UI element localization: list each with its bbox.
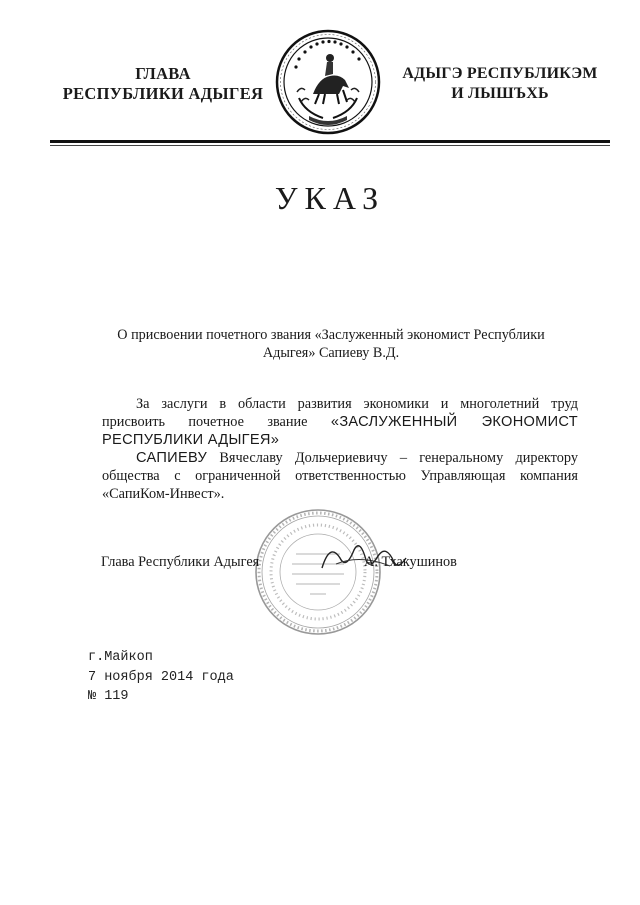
- header-left-line1: ГЛАВА: [135, 64, 191, 83]
- body-p1-text: За заслуги в области развития экономики и многолетний труд присвоить почетное звание: [102, 396, 578, 430]
- header-divider-thin: [50, 145, 610, 146]
- recipient-surname: САПИЕВУ: [136, 450, 208, 466]
- subject-line1: О присвоении почетного звания «Заслуженный экономист Республики: [117, 327, 545, 343]
- decree-subject: [100, 326, 562, 362]
- header-left-line2: РЕСПУБЛИКИ АДЫГЕЯ: [62, 84, 264, 103]
- decree-number: № 119: [88, 689, 129, 704]
- body-p2-text: Вячеславу Дольчериевичу – генеральному директору общества с ограниченной ответственностью Управляющая компания «СапиКом-Инвест».: [102, 450, 578, 502]
- signatory-name: А. Тхакушинов: [364, 554, 457, 570]
- header-left: [52, 64, 274, 104]
- body-paragraph-1: [102, 395, 578, 449]
- header-right-line2: И ЛЫШЪХЬ: [451, 85, 549, 102]
- subject-line2: Адыгея» Сапиеву В.Д.: [262, 345, 400, 361]
- body-paragraph-2: [102, 449, 578, 503]
- decree-meta: [88, 648, 234, 707]
- coat-of-arms-icon: [275, 28, 381, 136]
- header-divider-thick: [50, 140, 610, 143]
- document-title: УКАЗ: [274, 180, 386, 216]
- decree-body: [102, 395, 578, 503]
- header-right-line1: АДЫГЭ РЕСПУБЛИКЭМ: [402, 65, 598, 82]
- honorary-title-caps: «ЗАСЛУЖЕННЫЙ ЭКОНОМИСТ РЕСПУБЛИКИ АДЫГЕЯ»: [102, 414, 578, 448]
- decree-date: 7 ноября 2014 года: [88, 669, 234, 685]
- header-right: [390, 64, 610, 104]
- decree-city: г.Майкоп: [88, 650, 153, 665]
- signatory-role: Глава Республики Адыгея: [101, 554, 260, 570]
